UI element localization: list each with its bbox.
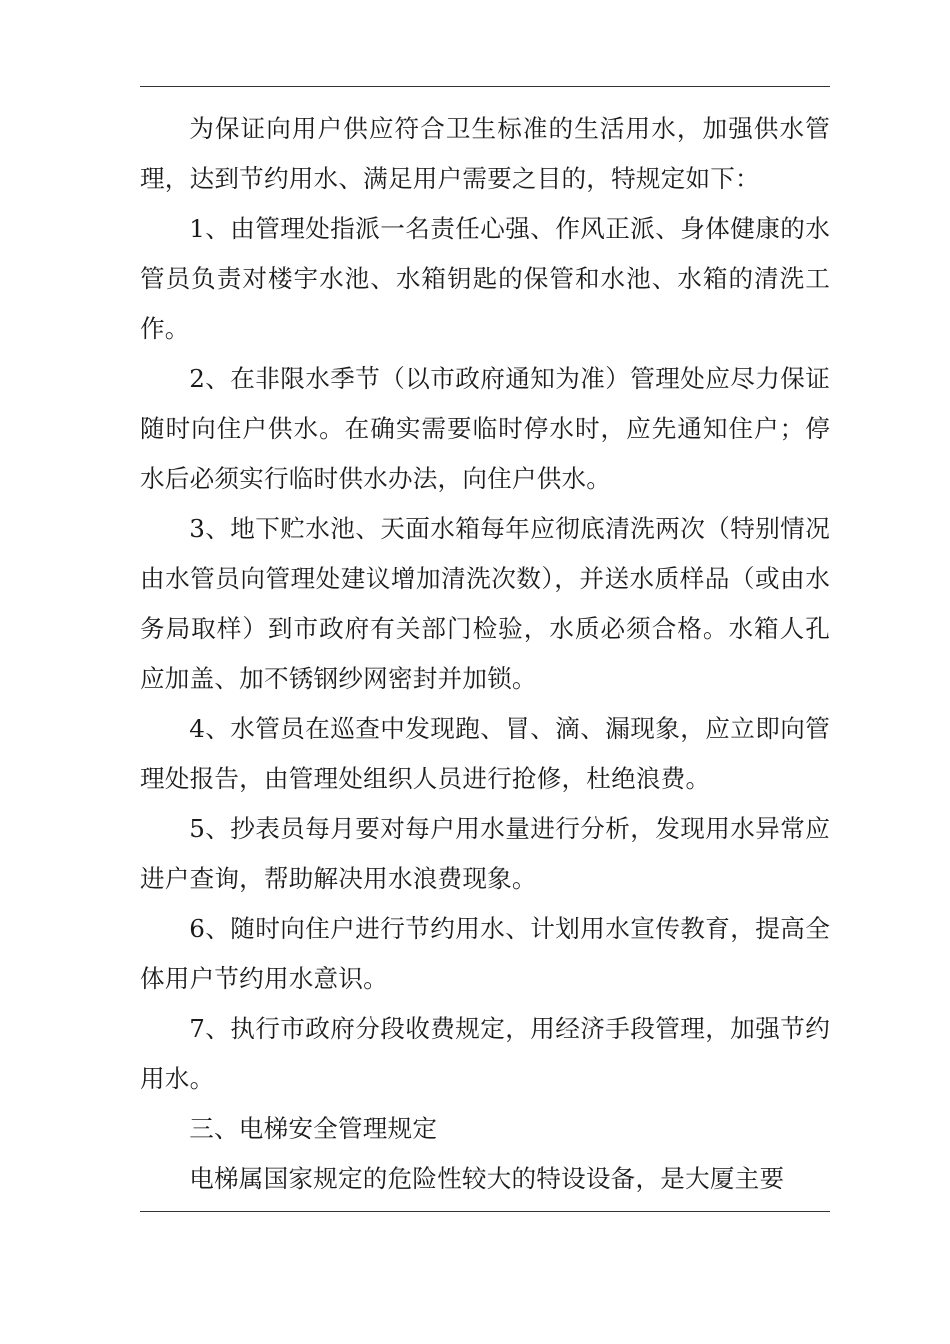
intro-paragraph: 为保证向用户供应符合卫生标准的生活用水，加强供水管理，达到节约用水、满足用户需要之目的，特规定如下：	[140, 114, 830, 193]
elevator-intro-paragraph: 电梯属国家规定的危险性较大的特设设备，是大厦主要	[189, 1164, 785, 1193]
rule-item-5: 5、抄表员每月要对每户用水量进行分析，发现用水异常应进户查询，帮助解决用水浪费现象。	[140, 814, 830, 893]
header-rule	[140, 86, 830, 87]
rule-item-6: 6、随时向住户进行节约用水、计划用水宣传教育，提高全体用户节约用水意识。	[140, 914, 830, 993]
document-body	[140, 104, 830, 1204]
footer-rule	[140, 1211, 830, 1212]
rule-item-4: 4、水管员在巡查中发现跑、冒、滴、漏现象，应立即向管理处报告，由管理处组织人员进行抢修，杜绝浪费。	[140, 714, 830, 793]
rule-item-3: 3、地下贮水池、天面水箱每年应彻底清洗两次（特别情况由水管员向管理处建议增加清洗次数），并送水质样品（或由水务局取样）到市政府有关部门检验，水质必须合格。水箱人孔应加盖、加不锈钢纱网密封并加锁。	[140, 514, 830, 693]
section-heading: 三、电梯安全管理规定	[189, 1114, 438, 1143]
rule-item-1: 1、由管理处指派一名责任心强、作风正派、身体健康的水管员负责对楼宇水池、水箱钥匙的保管和水池、水箱的清洗工作。	[140, 214, 830, 343]
rule-item-2: 2、在非限水季节（以市政府通知为准）管理处应尽力保证随时向住户供水。在确实需要临时停水时，应先通知住户；停水后必须实行临时供水办法，向住户供水。	[140, 364, 830, 493]
rule-item-7: 7、执行市政府分段收费规定，用经济手段管理，加强节约用水。	[140, 1014, 830, 1093]
